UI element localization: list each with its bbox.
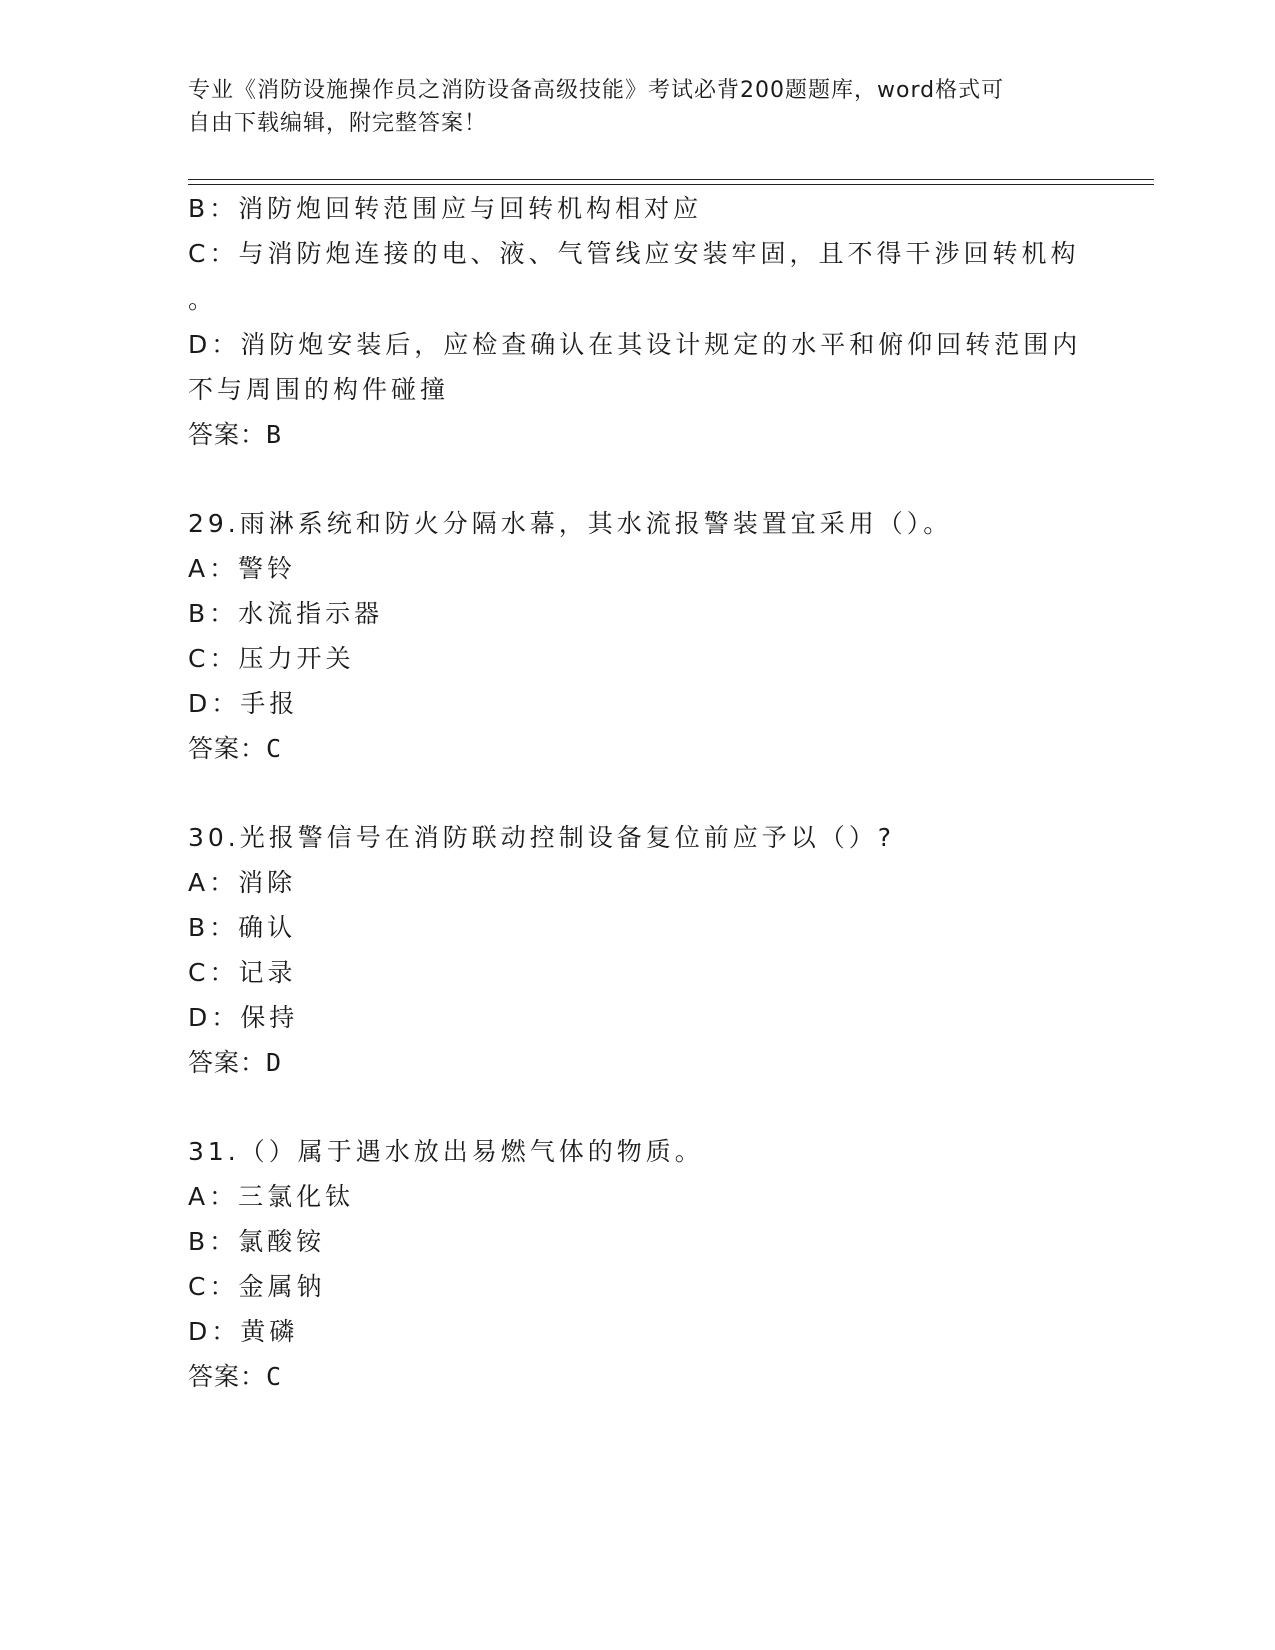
q29-option-b: B：水流指示器 [188,599,384,628]
header-line-2: 自由下载编辑，附完整答案！ [188,111,488,136]
header-divider-bottom [188,184,1154,185]
answer-label: 答案： [188,1362,267,1391]
q28-option-c-line-1: C：与消防炮连接的电、液、气管线应安装牢固，且不得干涉回转机构 [188,239,1080,268]
q28-option-b: B：消防炮回转范围应与回转机构相对应 [188,194,703,223]
q30-option-d: D：保持 [188,1003,299,1032]
answer-label: 答案： [188,420,267,449]
answer-value: B [266,420,283,449]
answer-value: D [266,1048,283,1077]
q30-option-b: B：确认 [188,913,297,942]
q29-option-d: D：手报 [188,689,299,718]
q29-question: 29.雨淋系统和防火分隔水幕，其水流报警装置宜采用（）。 [188,509,953,538]
answer-value: C [266,734,283,763]
q30-option-c: C：记录 [188,958,297,987]
q30-question: 30.光报警信号在消防联动控制设备复位前应予以（）? [188,823,896,852]
q31-option-b: B：氯酸铵 [188,1227,326,1256]
answer-label: 答案： [188,1048,267,1077]
q28-option-c-line-2: 。 [188,285,218,314]
header-line-1: 专业《消防设施操作员之消防设备高级技能》考试必背200题题库，word格式可 [188,78,1005,103]
q31-question: 31.（）属于遇水放出易燃气体的物质。 [188,1137,704,1166]
q30-answer [188,1048,282,1078]
q28-option-d-line-2: 不与周围的构件碰撞 [188,375,450,404]
q30-option-a: A：消除 [188,868,297,897]
header-divider-top [188,179,1154,180]
q29-answer [188,734,282,764]
q28-option-d-line-1: D：消防炮安装后，应检查确认在其设计规定的水平和俯仰回转范围内 [188,330,1082,359]
answer-label: 答案： [188,734,267,763]
q31-option-a: A：三氯化钛 [188,1182,355,1211]
q31-option-d: D：黄磷 [188,1317,299,1346]
q28-answer [188,420,282,450]
q31-option-c: C：金属钠 [188,1272,326,1301]
q31-answer [188,1362,282,1392]
q29-option-c: C：压力开关 [188,644,355,673]
q29-option-a: A：警铃 [188,554,297,583]
answer-value: C [266,1362,283,1391]
document-header [188,74,1068,140]
